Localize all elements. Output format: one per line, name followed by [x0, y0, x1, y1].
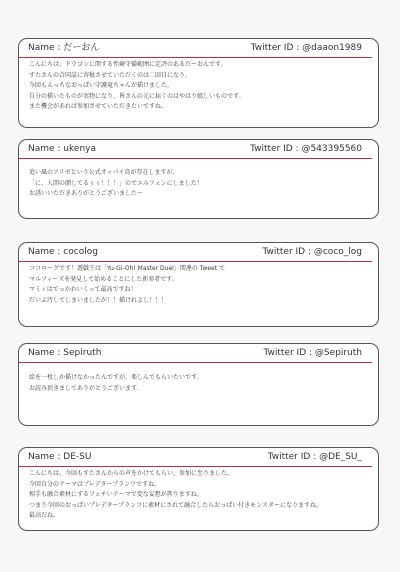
- comment-line: すたさんの合同誌に寄稿させていただくのは二回目になり、: [29, 71, 192, 79]
- comment-line: 「に、人間の顔してるぅぅ！！！」のでエルフェンにしました！: [29, 179, 203, 187]
- comment-line: こんにちは。今回もすたさんからの声をかけてもらい、参加に至りました。: [29, 470, 234, 477]
- card-header: [19, 448, 372, 467]
- twitter-id: Twitter ID : @Sepiruth: [263, 348, 362, 358]
- contributor-comment: [19, 58, 378, 117]
- comment-line: 追い風のアリゼという公式オッパイ鳥が存在しますが、: [29, 169, 179, 176]
- comment-line: 相手も融合素材にするフェチいテーマで変な妄想が捗りますね。: [29, 491, 203, 499]
- comment-line: つまり今回のおっぱいプレデタープランツに素材にされて融合したらおっぱい付きモンスターになりますね。: [29, 501, 322, 509]
- comment-line: マルフィーズを発見して始めることにした新参者です。: [29, 275, 178, 283]
- contributor-card-cocolog: [18, 242, 379, 327]
- comment-line: こんにちは、ドラゴンに関する性癖守備範囲に定評のあるだーおんです。: [29, 61, 227, 68]
- contributor-comment: [19, 467, 378, 526]
- card-header: [19, 243, 372, 262]
- twitter-id: Twitter ID : @543395560: [250, 144, 362, 154]
- card-header: [19, 39, 372, 58]
- comment-line: 今回自分のテーマはプレデタープランツですね。: [29, 480, 161, 488]
- comment-line: 自分の描いたものが実物になり、皆さんの元に届くのはやはり嬉しいものです。: [29, 92, 245, 100]
- contributor-comment: [19, 159, 378, 204]
- card-header: [19, 140, 372, 159]
- comment-line: マミィはでっかわいくって最高ですね！: [29, 286, 137, 294]
- contributor-name: Name : cocolog: [28, 247, 98, 257]
- twitter-id: Twitter ID : @coco_log: [262, 247, 362, 257]
- comment-line: 絵を一枚しか描けなかったんですが、楽しんでもらいたいです。: [29, 374, 203, 381]
- contributor-name: Name : ukenya: [28, 144, 96, 154]
- contributor-card-sepiruth: [18, 343, 379, 426]
- contributor-card-daaon: [18, 38, 379, 128]
- contributor-card-ukenya: [18, 139, 379, 219]
- comment-line: 今回もえっちなおっぱい守護竜ちゃんが描けました。: [29, 82, 174, 90]
- comment-line: ココローグです！遊戯王は「Yu-Gi-Oh! Master Duel」関連の Tweet で: [29, 265, 225, 272]
- contributor-comment: [19, 363, 378, 398]
- contributor-card-desu: [18, 447, 379, 531]
- twitter-id: Twitter ID : @DE_SU_: [267, 452, 362, 462]
- card-header: [19, 344, 372, 363]
- contributor-name: Name : DE-SU: [28, 452, 92, 462]
- comment-line: 最高だね。: [29, 512, 60, 520]
- comment-line: また機会があれば参加させていただきたいですね。: [29, 103, 168, 111]
- contributor-name: Name : だーおん: [28, 43, 100, 53]
- comment-line: だいぶ汚してしまいましたが！！描けれよし！！！: [29, 296, 168, 304]
- comment-line: お誘いいただきありがとうございました〜: [29, 190, 144, 198]
- comment-line: お読み頂きましてありがとうございます.: [29, 384, 139, 392]
- contributor-name: Name : Sepiruth: [28, 348, 102, 358]
- twitter-id: Twitter ID : @daaon1989: [250, 43, 362, 53]
- contributor-comment: [19, 262, 378, 310]
